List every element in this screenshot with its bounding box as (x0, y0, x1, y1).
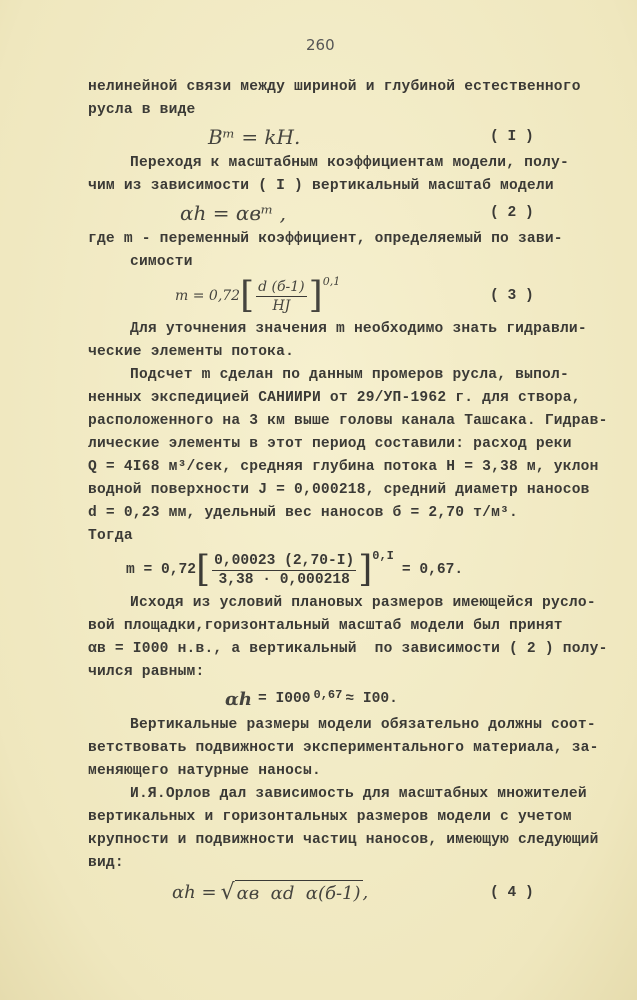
left-bracket: [ (240, 275, 255, 316)
formula-4 (0, 880, 368, 907)
text-line: чился равным: (88, 664, 205, 680)
formula-3-numerator: d (б-1) (258, 278, 305, 295)
text-line: водной поверхности J = 0,000218, средний диаметр наносов (88, 482, 590, 498)
text-line: расположенного на 3 км выше головы канала Ташсака. Гидрав- (88, 413, 608, 429)
formula-row-1 (0, 124, 637, 150)
formula-4-lhs: αh = (172, 882, 217, 903)
text-line: вой площадки,горизонтальный масштаб модели был принят (88, 618, 563, 634)
formula-alpha-h-base: = I000 (257, 691, 311, 707)
text-line: нелинейной связи между шириной и глубиной естественного (88, 79, 581, 95)
formula-3 (0, 276, 340, 316)
formula-alpha-h-exponent: 0,67 (313, 687, 343, 702)
text-line: крупности и подвижности частиц наносов, имеющую следующий (88, 832, 599, 848)
formula-alpha-h-lhs: αh (225, 688, 252, 710)
square-root-sign: √ (220, 880, 235, 905)
text-line: вид: (88, 855, 124, 871)
formula-row-alpha-h (0, 686, 637, 712)
text-line: Исходя из условий плановых размеров имеющейся русло- (130, 595, 596, 611)
calc-result: = 0,67. (401, 562, 464, 578)
formula-alpha-h (0, 689, 398, 710)
text-line: ветствовать подвижности экспериментального материала, за- (88, 740, 599, 756)
text-line: Вертикальные размеры модели обязательно должны соот- (130, 717, 596, 733)
calc-numerator: 0,00023 (2,70-I) (214, 552, 355, 569)
text-line: И.Я.Орлов дал зависимость для масштабных множителей (130, 786, 587, 802)
text-line: Для уточнения значения m необходимо знать гидравли- (130, 321, 587, 337)
text-line: меняющего натурные наносы. (88, 763, 321, 779)
text-line: Тогда (88, 528, 133, 544)
calc-exponent: 0,I (372, 549, 394, 563)
text-line: d = 0,23 мм, удельный вес наносов б = 2,70 т/м³. (88, 505, 518, 521)
equation-number-4: ( 4 ) (490, 885, 534, 901)
text-line: русла в виде (88, 102, 196, 118)
formula-row-2 (0, 200, 637, 226)
formula-row-calculation (0, 550, 637, 590)
formula-3-exponent: 0,1 (322, 275, 341, 288)
page-number: 260 (306, 36, 335, 54)
formula-row-4 (0, 877, 637, 909)
formula-2: αh = αвᵐ , (180, 201, 286, 225)
left-bracket: [ (196, 549, 211, 590)
calc-lhs: m = 0,72 (126, 562, 197, 578)
text-line: чим из зависимости ( I ) вертикальный масштаб модели (88, 178, 554, 194)
text-line: Q = 4I68 м³/сек, средняя глубина потока H = 3,38 м, уклон (88, 459, 599, 475)
formula-calculation (0, 550, 463, 590)
text-line: лические элементы в этот период составили: расход реки (88, 436, 572, 452)
right-bracket: ] (308, 275, 323, 316)
text-line: Подсчет m сделан по данным промеров русла, выпол- (130, 367, 569, 383)
calc-denominator: 3,38 · 0,000218 (218, 571, 350, 588)
formula-4-radicand: αв αd α(б-1) (235, 880, 363, 907)
formula-4-comma: , (362, 882, 369, 903)
text-line: ненных экспедицией САНИИРИ от 29/УП-1962 г. для створа, (88, 390, 581, 406)
equation-number-1: ( I ) (490, 129, 534, 145)
text-line: αв = I000 н.в., а вертикальный по зависимости ( 2 ) полу- (88, 641, 608, 657)
formula-3-lhs: m = 0,72 (175, 288, 241, 304)
text-line: Переходя к масштабным коэффициентам модели, полу- (130, 155, 569, 171)
text-line: где m - переменный коэффициент, определяемый по зави- (88, 231, 563, 247)
formula-1: Bᵐ = kH. (208, 125, 301, 149)
formula-3-fraction (256, 278, 307, 315)
text-line: вертикальных и горизонтальных размеров модели с учетом (88, 809, 572, 825)
text-line: симости (130, 254, 193, 270)
equation-number-3: ( 3 ) (490, 288, 534, 304)
formula-row-3 (0, 276, 637, 316)
right-bracket: ] (358, 549, 373, 590)
equation-number-2: ( 2 ) (490, 205, 534, 221)
formula-3-denominator: HJ (272, 297, 291, 314)
formula-alpha-h-result: ≈ I00. (345, 691, 398, 707)
document-body (0, 76, 637, 911)
text-line: ческие элементы потока. (88, 344, 295, 360)
calc-fraction (212, 552, 356, 589)
